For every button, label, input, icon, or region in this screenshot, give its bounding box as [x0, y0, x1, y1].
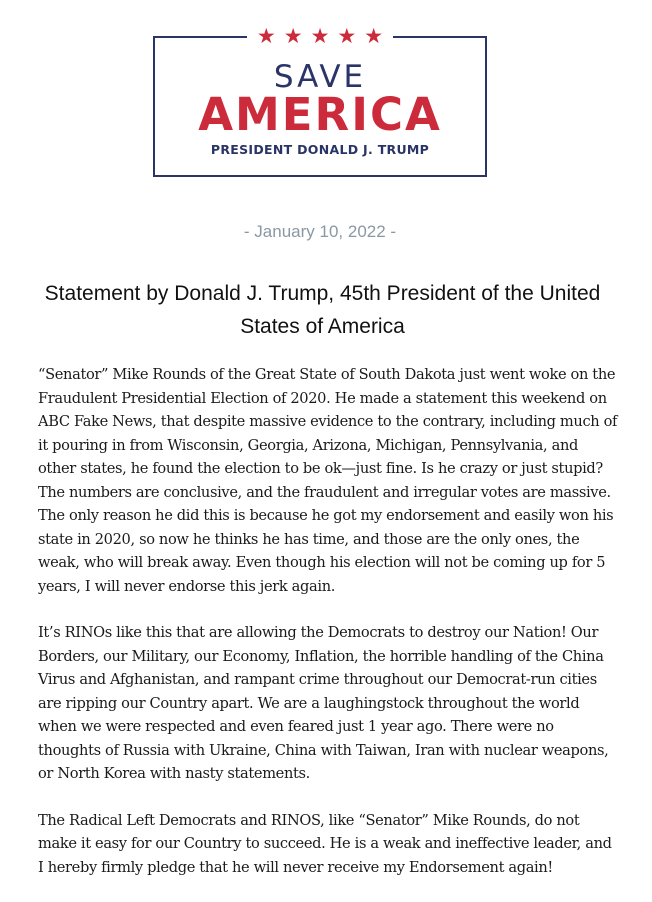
- paragraph: “Senator” Mike Rounds of the Great State of South Dakota just went woke on the Fraudulent Presidential Election of 2020. He made a statement this weekend on ABC Fake News, that despite massive evidence to the contrary, including much of it pouring in from Wisconsin, Georgia, Arizona, Michigan, Pennsylvania, and other states, he found the election to be ok—just fine. Is he crazy or just stupid? The numbers are conclusive, and the fraudulent and irregular votes are massive. The only reason he did this is because he got my endorsement and easily won his state in 2020, so now he thinks he has time, and those are the only ones, the weak, who will break away. Even though his election will not be coming up for 5 years, I will never endorse this jerk again.: [38, 366, 618, 595]
- star-icon: ★: [337, 24, 357, 48]
- star-icon: ★: [256, 24, 276, 48]
- statement-title: Statement by Donald J. Trump, 45th President of the United States of America: [44, 282, 601, 338]
- paragraph: The Radical Left Democrats and RINOS, like “Senator” Mike Rounds, do not make it easy for our Country to succeed. He is a weak and ineffective leader, and I hereby firmly pledge that he will never receive my Endorsement again!: [38, 811, 612, 876]
- paragraph: It’s RINOs like this that are allowing the Democrats to destroy our Nation! Our Borders, our Military, our Economy, Inflation, the horrible handling of the China Virus and Afghanistan, and rampant crime throughout our Democrat-run cities are ripping our Country apart. We are a laughingstock throughout the world when we were respected and even feared just 1 year ago. There were no thoughts of Russia with Ukraine, China with Taiwan, Iran with nuclear weapons, or North Korea with nasty statements.: [38, 624, 609, 782]
- logo-america-text: AMERICA: [198, 88, 442, 141]
- star-icon: ★: [364, 24, 384, 48]
- logo-subtitle: PRESIDENT DONALD J. TRUMP: [210, 142, 430, 157]
- logo-save-text: SAVE: [273, 59, 367, 95]
- save-america-logo: [153, 24, 487, 177]
- logo-stars: [155, 24, 485, 48]
- statement-date: - January 10, 2022 -: [243, 222, 397, 241]
- statement-body: [38, 363, 618, 902]
- star-icon: ★: [310, 24, 330, 48]
- star-icon: ★: [283, 24, 303, 48]
